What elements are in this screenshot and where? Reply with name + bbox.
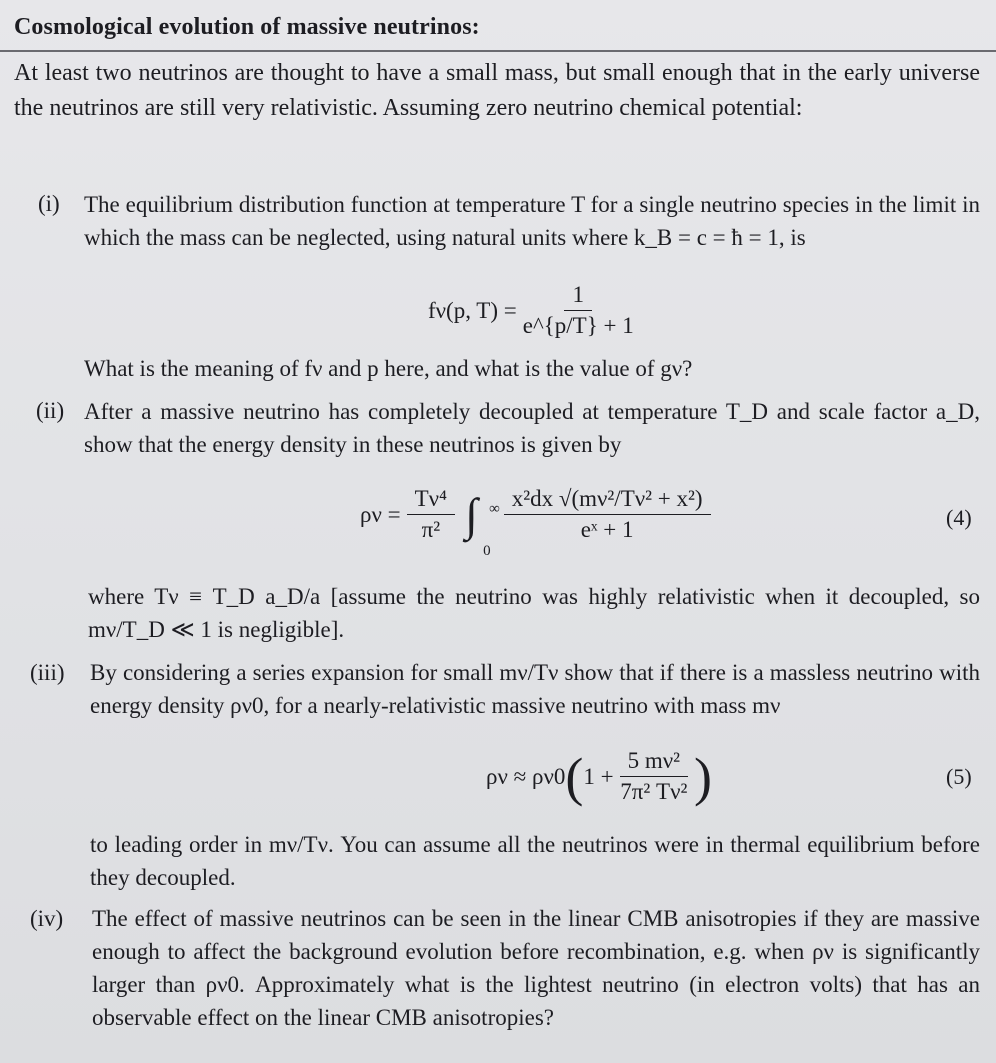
equation-i-fraction: [523, 282, 634, 339]
item-label-ii: (ii): [36, 398, 65, 423]
equation-number-4: (4): [946, 505, 972, 530]
title-divider: [0, 50, 996, 52]
equation-iii-numerator: 5 mν²: [620, 748, 688, 777]
equation-ii-integrand: [504, 486, 711, 543]
item-label-i: (i): [38, 191, 60, 216]
equation-iii-one: 1 +: [583, 763, 614, 789]
item-i-text: The equilibrium distribution function at temperature T for a single neutrino species in the limit in which the mass can be neglected, using natural units where k_B = c = ħ = 1, is: [84, 192, 980, 250]
integral-upper-limit: ∞: [489, 500, 500, 517]
equation-series-expansion: [486, 748, 712, 805]
equation-ii-integrand-denominator: eˣ + 1: [580, 517, 634, 542]
document-title: Cosmological evolution of massive neutrinos:: [14, 14, 480, 40]
left-paren: (: [565, 746, 584, 807]
equation-ii-coef-denominator: π²: [421, 517, 441, 542]
item-i-question: What is the meaning of fν and p here, and what is the value of gν?: [84, 356, 693, 381]
right-paren: ): [694, 746, 713, 807]
equation-fermi-dirac: [428, 282, 640, 339]
equation-iii-lhs: ρν ≈ ρν0: [486, 763, 566, 789]
item-iii-text: By considering a series expansion for small mν/Tν show that if there is a massless neutrino with energy density ρν0, for a nearly-relativistic massive neutrino with mass mν: [90, 660, 980, 718]
item-iii-after: to leading order in mν/Tν. You can assume all the neutrinos were in thermal equilibrium before they decoupled.: [90, 832, 980, 890]
item-ii-text: After a massive neutrino has completely decoupled at temperature T_D and scale factor a_D, show that the energy density in these neutrinos is given by: [84, 399, 980, 457]
item-label-iii: (iii): [30, 660, 65, 685]
equation-ii-lhs: ρν =: [360, 501, 401, 527]
integral-sign: ∫ ∞ 0: [465, 495, 478, 535]
equation-iii-denominator: 7π² Tν²: [620, 779, 688, 804]
equation-iii-fraction: [620, 748, 688, 805]
intro-paragraph: At least two neutrinos are thought to have a small mass, but small enough that in the early universe the neutrinos are still very relativistic. Assuming zero neutrino chemical potential:: [14, 60, 980, 121]
equation-ii-coef-numerator: Tν⁴: [407, 486, 455, 515]
equation-ii-integrand-numerator: x²dx √(mν²/Tν² + x²): [504, 486, 711, 515]
equation-energy-density: [360, 486, 717, 559]
equation-i-lhs: fν(p, T) =: [428, 297, 517, 323]
item-ii-after: where Tν ≡ T_D a_D/a [assume the neutrino was highly relativistic when it decoupled, so mν/T_D ≪ 1 is negligible].: [88, 584, 980, 642]
equation-i-denominator: e^{p/T} + 1: [522, 313, 634, 338]
item-label-iv: (iv): [30, 906, 64, 931]
integral-lower-limit: 0: [483, 542, 491, 559]
equation-number-5: (5): [946, 764, 972, 789]
equation-ii-coefficient: [407, 486, 455, 543]
equation-i-numerator: 1: [564, 282, 592, 311]
item-iv-text: The effect of massive neutrinos can be seen in the linear CMB anisotropies if they are massive enough to affect the background evolution before recombination, e.g. when ρν is significantly larger than ρν0. Approximately what is the lightest neutrino (in electron volts) that has an observable effect on the linear CMB anisotropies?: [92, 906, 980, 1030]
